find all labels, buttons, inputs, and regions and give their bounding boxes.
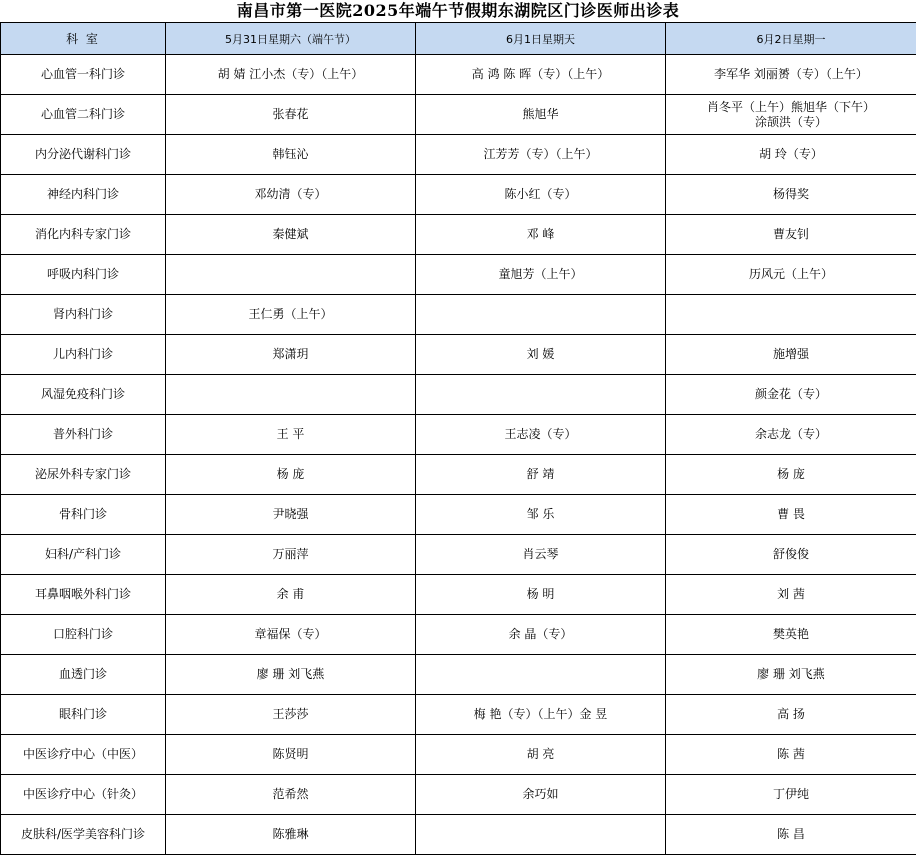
day3-cell: 胡 玲（专） (666, 135, 916, 175)
department-cell: 骨科门诊 (1, 495, 166, 535)
day2-cell: 杨 明 (416, 575, 666, 615)
department-cell: 泌尿外科专家门诊 (1, 455, 166, 495)
day2-cell: 胡 亮 (416, 735, 666, 775)
header-department: 科 室 (1, 23, 166, 55)
day3-cell: 杨 庞 (666, 455, 916, 495)
day3-cell: 施增强 (666, 335, 916, 375)
department-cell: 消化内科专家门诊 (1, 215, 166, 255)
department-cell: 心血管二科门诊 (1, 95, 166, 135)
day1-cell: 韩钰沁 (166, 135, 416, 175)
day3-cell: 曹 畏 (666, 495, 916, 535)
day2-cell: 王志凌（专） (416, 415, 666, 455)
table-row (1, 375, 916, 415)
day2-cell: 熊旭华 (416, 95, 666, 135)
table-row (1, 815, 916, 855)
table-row (1, 615, 916, 655)
day2-cell: 高 鸿 陈 晖（专）（上午） (416, 55, 666, 95)
day3-cell: 舒俊俊 (666, 535, 916, 575)
day1-cell: 尹晓强 (166, 495, 416, 535)
header-day1: 5月31日星期六（端午节） (166, 23, 416, 55)
day1-cell: 王 平 (166, 415, 416, 455)
table-row (1, 175, 916, 215)
day2-cell: 刘 媛 (416, 335, 666, 375)
table-row (1, 455, 916, 495)
day1-cell: 张春花 (166, 95, 416, 135)
day3-cell: 余志龙（专） (666, 415, 916, 455)
table-row (1, 215, 916, 255)
day2-cell: 陈小红（专） (416, 175, 666, 215)
day2-cell: 梅 艳（专）（上午）金 昱 (416, 695, 666, 735)
day3-cell: 杨得奖 (666, 175, 916, 215)
table-row (1, 95, 916, 135)
day3-cell: 陈 茜 (666, 735, 916, 775)
department-cell: 儿内科门诊 (1, 335, 166, 375)
day1-cell: 章福保（专） (166, 615, 416, 655)
day1-cell: 陈雅琳 (166, 815, 416, 855)
day2-cell: 余 晶（专） (416, 615, 666, 655)
department-cell: 耳鼻咽喉外科门诊 (1, 575, 166, 615)
table-row (1, 255, 916, 295)
day1-cell: 陈贤明 (166, 735, 416, 775)
day2-cell (416, 375, 666, 415)
department-cell: 中医诊疗中心（中医） (1, 735, 166, 775)
department-cell: 眼科门诊 (1, 695, 166, 735)
department-cell: 口腔科门诊 (1, 615, 166, 655)
day1-cell: 王仁勇（上午） (166, 295, 416, 335)
table-row (1, 695, 916, 735)
day1-cell: 范希然 (166, 775, 416, 815)
header-row (1, 23, 916, 55)
day3-cell: 刘 茜 (666, 575, 916, 615)
table-row (1, 295, 916, 335)
day1-cell: 万丽萍 (166, 535, 416, 575)
table-row (1, 775, 916, 815)
department-cell: 神经内科门诊 (1, 175, 166, 215)
day2-cell: 邓 峰 (416, 215, 666, 255)
day2-cell (416, 655, 666, 695)
department-cell: 风湿免疫科门诊 (1, 375, 166, 415)
day2-cell: 余巧如 (416, 775, 666, 815)
table-row (1, 575, 916, 615)
table-row (1, 415, 916, 455)
day1-cell: 余 甫 (166, 575, 416, 615)
day2-cell: 童旭芳（上午） (416, 255, 666, 295)
table-row (1, 655, 916, 695)
header-day3: 6月2日星期一 (666, 23, 916, 55)
department-cell: 中医诊疗中心（针灸） (1, 775, 166, 815)
day3-cell: 曹友钊 (666, 215, 916, 255)
department-cell: 心血管一科门诊 (1, 55, 166, 95)
table-row (1, 135, 916, 175)
day2-cell: 肖云琴 (416, 535, 666, 575)
table-row (1, 735, 916, 775)
day1-cell (166, 375, 416, 415)
day2-cell: 江芳芳（专）（上午） (416, 135, 666, 175)
day1-cell: 王莎莎 (166, 695, 416, 735)
day3-cell: 李军华 刘丽赟（专）（上午） (666, 55, 916, 95)
day1-cell: 杨 庞 (166, 455, 416, 495)
day1-cell: 秦健斌 (166, 215, 416, 255)
department-cell: 血透门诊 (1, 655, 166, 695)
schedule-table (0, 22, 916, 855)
day3-cell: 颜金花（专） (666, 375, 916, 415)
department-cell: 普外科门诊 (1, 415, 166, 455)
day3-cell: 丁伊纯 (666, 775, 916, 815)
day1-cell (166, 255, 416, 295)
page-title: 南昌市第一医院2025年端午节假期东湖院区门诊医师出诊表 (236, 1, 680, 20)
day3-cell: 历风元（上午） (666, 255, 916, 295)
table-row (1, 495, 916, 535)
day3-cell: 肖冬平（上午）熊旭华（下午） 涂颉洪（专） (666, 95, 916, 135)
department-cell: 呼吸内科门诊 (1, 255, 166, 295)
table-row (1, 535, 916, 575)
department-cell: 肾内科门诊 (1, 295, 166, 335)
day1-cell: 胡 婧 江小杰（专）（上午） (166, 55, 416, 95)
schedule-body (1, 55, 916, 855)
day1-cell: 郑潇玥 (166, 335, 416, 375)
day3-cell: 陈 昌 (666, 815, 916, 855)
day2-cell: 舒 靖 (416, 455, 666, 495)
table-row (1, 55, 916, 95)
day2-cell (416, 815, 666, 855)
header-day2: 6月1日星期天 (416, 23, 666, 55)
day1-cell: 廖 珊 刘飞燕 (166, 655, 416, 695)
day1-cell: 邓幼清（专） (166, 175, 416, 215)
day3-cell: 廖 珊 刘飞燕 (666, 655, 916, 695)
table-row (1, 335, 916, 375)
department-cell: 皮肤科/医学美容科门诊 (1, 815, 166, 855)
day3-cell (666, 295, 916, 335)
day2-cell: 邹 乐 (416, 495, 666, 535)
department-cell: 内分泌代谢科门诊 (1, 135, 166, 175)
department-cell: 妇科/产科门诊 (1, 535, 166, 575)
day2-cell (416, 295, 666, 335)
day3-cell: 高 扬 (666, 695, 916, 735)
day3-cell: 樊英艳 (666, 615, 916, 655)
